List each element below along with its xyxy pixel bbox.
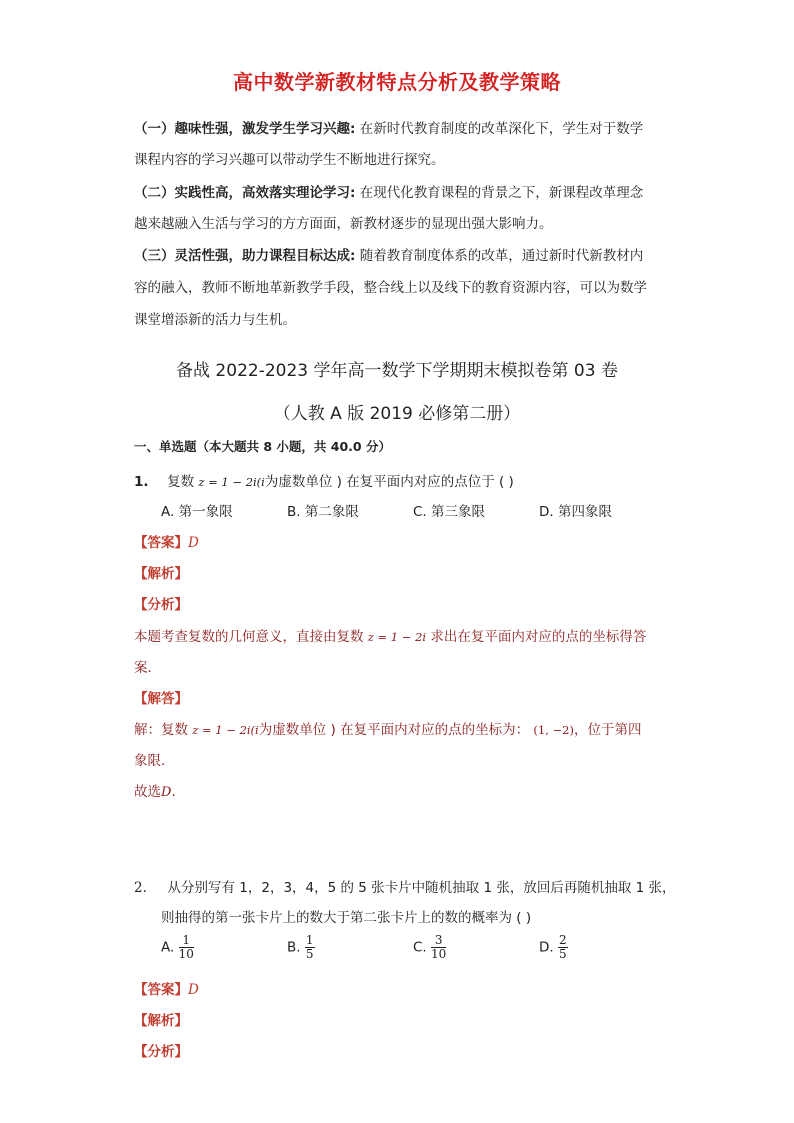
option-b (287, 934, 315, 961)
answer-label: 【答案】 (134, 982, 188, 998)
numerator: 2 (558, 933, 567, 947)
intro-text-1: 在新时代教育制度的改革深化下，学生对于数学 (355, 121, 644, 137)
section-heading: 一、单选题（本大题共 8 小题，共 40.0 分） (134, 439, 391, 454)
formula: z = 1 − 2i(i (192, 723, 259, 737)
option-label: B. (287, 939, 301, 956)
intro-text-2: 在现代化教育课程的背景之下，新课程改革理念 (355, 185, 644, 201)
question-text-post: 为虚数单位 ) 在复平面内对应的点位于 ( ) (264, 474, 514, 490)
solution-text-mid: 为虚数单位 ) 在复平面内对应的点的坐标为： (258, 722, 530, 738)
analysis-line-1 (134, 625, 646, 645)
option-a (161, 934, 194, 961)
jieda-label: 【解答】 (134, 691, 188, 707)
numerator: 1 (305, 933, 314, 947)
option-b: B. 第二象限 (287, 504, 359, 520)
question-2-line-2: 则抽得的第一张卡片上的数大于第二张卡片上的数的概率为 ( ) (161, 910, 532, 926)
exam-subtitle: （人教 A 版 2019 必修第二册） (273, 404, 521, 424)
option-c (413, 934, 446, 961)
question-number: 1. (134, 474, 149, 490)
solution-line-1 (134, 718, 641, 738)
question-2-line-1 (134, 876, 676, 896)
option-label: A. (161, 939, 175, 956)
fenxi-label: 【分析】 (134, 1044, 188, 1060)
intro-paragraph-3-line-1 (134, 244, 643, 264)
option-label: D. (539, 939, 554, 956)
fraction (558, 934, 568, 961)
intro-paragraph-2-line-2: 越来越融入生活与学习的方方面面，新教材逐步的显现出强大影响力。 (134, 216, 553, 232)
option-d: D. 第四象限 (539, 504, 612, 520)
question-text: 从分别写有 1，2，3，4，5 的 5 张卡片中随机抽取 1 张，放回后再随机抽取 1 张， (167, 880, 676, 896)
option-a: A. 第一象限 (161, 504, 233, 520)
denominator: 10 (178, 947, 194, 961)
jiexi-label: 【解析】 (134, 566, 188, 582)
solution-text-pre: 解：复数 (134, 722, 188, 738)
answer-line (134, 978, 199, 998)
analysis-line-2: 案． (134, 660, 161, 676)
formula: z = 1 − 2i(i (198, 475, 265, 489)
intro-heading-1: （一）趣味性强，激发学生学习兴趣: (134, 121, 356, 137)
fraction (179, 934, 194, 961)
option-c: C. 第三象限 (413, 504, 486, 520)
solution-text-post: ，位于第四 (573, 722, 642, 738)
answer-value: D (188, 982, 199, 998)
option-d (539, 934, 568, 961)
intro-text-3: 随着教育制度体系的改革，通过新时代新教材内 (355, 248, 644, 264)
question-text-pre: 复数 (167, 474, 195, 490)
question-1 (134, 470, 514, 490)
analysis-text-pre: 本题考查复数的几何意义，直接由复数 (134, 629, 364, 645)
intro-paragraph-1-line-2: 课程内容的学习兴趣可以带动学生不断地进行探究。 (134, 152, 445, 168)
exam-title: 备战 2022-2023 学年高一数学下学期期末模拟卷第 03 卷 (176, 361, 618, 381)
conclusion-line (134, 780, 185, 800)
conclusion-period: ． (171, 784, 185, 800)
document-title: 高中数学新教材特点分析及教学策略 (233, 70, 561, 94)
fraction (305, 934, 315, 961)
intro-paragraph-2-line-1 (134, 181, 643, 201)
intro-paragraph-3-line-3: 课堂增添新的活力与生机。 (134, 312, 296, 328)
formula: z = 1 − 2i (367, 630, 427, 644)
intro-paragraph-3-line-2: 容的融入，教师不断地革新教学手段，整合线上以及线下的教育资源内容，可以为数学 (134, 280, 647, 296)
conclusion-answer: D (161, 785, 172, 800)
denominator: 10 (431, 947, 447, 961)
solution-line-2: 象限． (134, 753, 175, 769)
answer-label: 【答案】 (134, 535, 188, 551)
conclusion-text: 故选 (134, 784, 161, 800)
answer-line (134, 531, 199, 551)
intro-heading-2: （二）实践性高，高效落实理论学习: (134, 185, 356, 201)
denominator: 5 (305, 947, 314, 961)
option-label: C. (413, 939, 427, 956)
question-number: 2. (134, 880, 147, 896)
numerator: 1 (179, 934, 194, 948)
analysis-text-post: 求出在复平面内对应的点的坐标得答 (430, 629, 647, 645)
intro-heading-3: （三）灵活性强，助力课程目标达成: (134, 248, 356, 264)
denominator: 5 (558, 947, 567, 961)
coordinate: (1, −2) (533, 723, 574, 737)
intro-paragraph-1-line-1 (134, 117, 643, 137)
answer-value: D (188, 535, 199, 551)
fenxi-label: 【分析】 (134, 597, 188, 613)
jiexi-label: 【解析】 (134, 1013, 188, 1029)
numerator: 3 (431, 934, 446, 948)
fraction (431, 934, 446, 961)
